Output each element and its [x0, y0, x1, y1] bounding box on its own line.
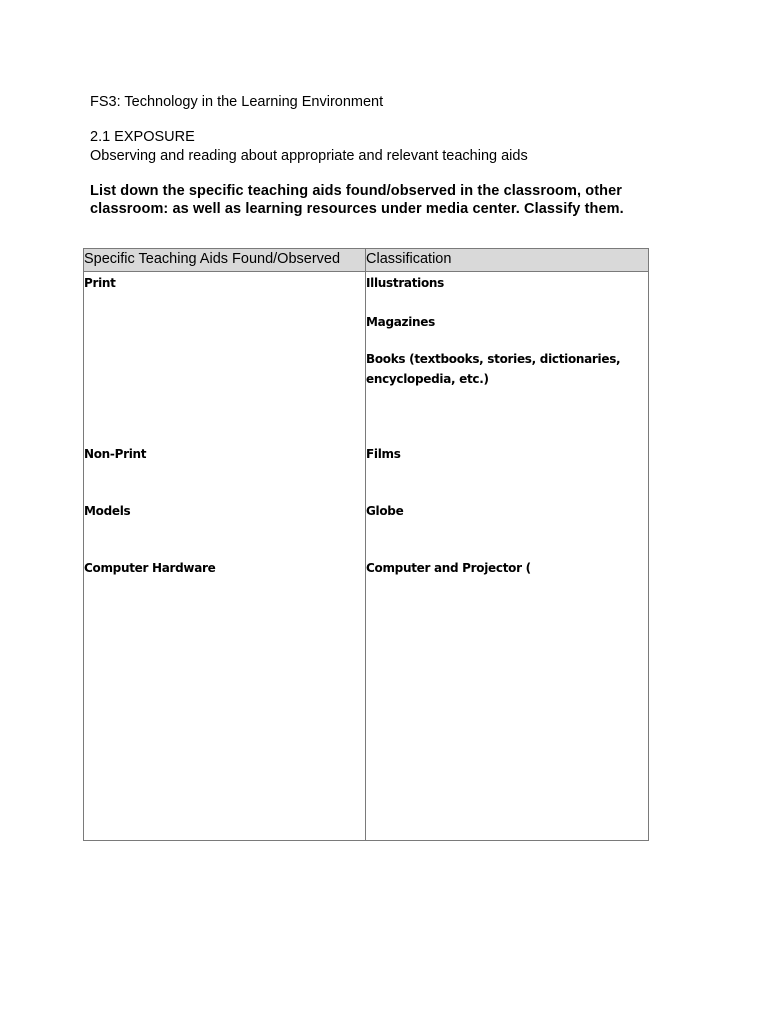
class-films: Films [366, 447, 401, 461]
class-illustrations: Illustrations [366, 276, 445, 290]
class-books: Books (textbooks, stories, dictionaries, encyclopedia, etc.) [366, 352, 621, 386]
teaching-aids-table [83, 248, 649, 841]
class-globe: Globe [366, 504, 404, 518]
aid-print: Print [84, 276, 116, 290]
instruction-text: List down the specific teaching aids found/observed in the classroom, other classroom: as well as learning resources under media center. Classify them. [90, 183, 624, 217]
aids-cell [84, 272, 366, 841]
table-header-row [84, 249, 649, 272]
section-heading: 2.1 EXPOSURE [90, 129, 195, 145]
document-title: FS3: Technology in the Learning Environment [90, 94, 384, 110]
header-classification: Classification [366, 249, 649, 272]
section-subtitle: Observing and reading about appropriate and relevant teaching aids [90, 148, 528, 164]
aid-models: Models [84, 504, 131, 518]
aid-non-print: Non-Print [84, 447, 147, 461]
header-teaching-aids: Specific Teaching Aids Found/Observed [84, 249, 366, 272]
aid-computer-hardware: Computer Hardware [84, 561, 216, 575]
table-row [84, 272, 649, 841]
class-magazines: Magazines [366, 315, 435, 329]
classification-cell [366, 272, 649, 841]
class-computer-projector: Computer and Projector ( [366, 561, 531, 575]
